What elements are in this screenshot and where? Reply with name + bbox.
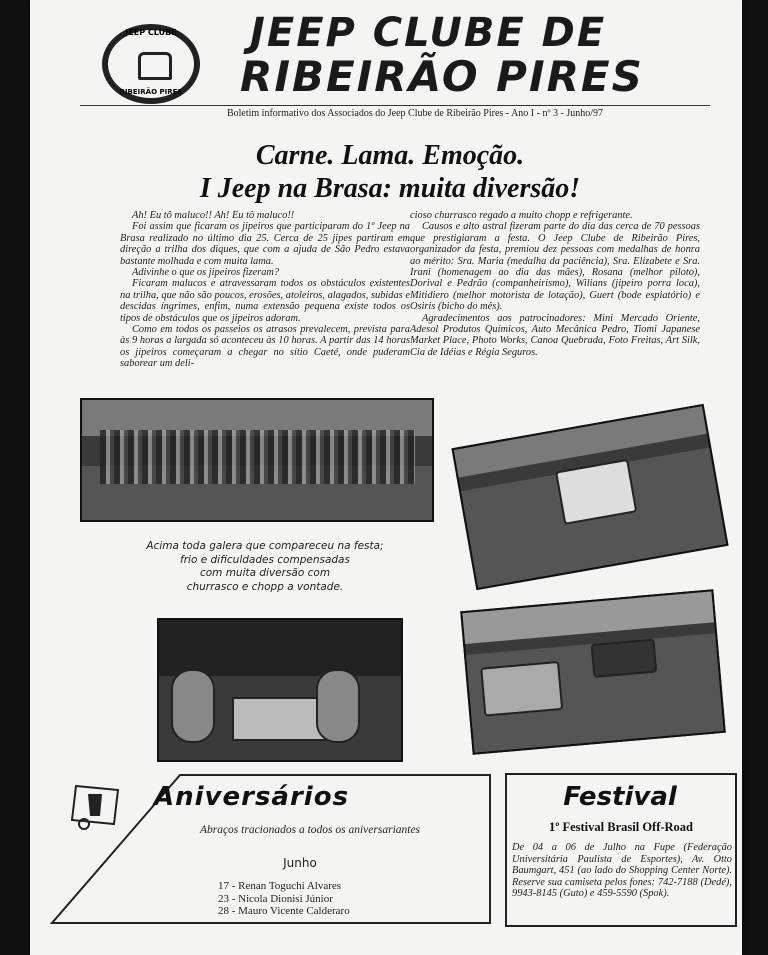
- jeep-icon: [138, 52, 172, 80]
- article-paragraph: Como em todos os passeios os atrasos prevalecem, prevista para às 9 horas a largada só aconteceu às 10 horas. A partir das 14 horas os jipeiros começaram a chegar no sítio Caeté, onde puderam saborear um deli-: [120, 324, 410, 370]
- list-item: 23 - Nicola Dionisi Júnior: [218, 892, 333, 905]
- masthead-title-line1: JEEP CLUBE DE: [250, 10, 607, 56]
- article-paragraph: Agradecimentos aos patrocinadores: Mini Mercado Oriente, Adesol Produtos Químicos, Auto Mecânica Pedro, Tiomi Japanese Market Place, Photo Works, Canoa Quebrada, Foto Freitas, Art Silk, Cia de Idéias e Régia Seguros.: [410, 312, 700, 358]
- masthead-subtitle: Boletim informativo dos Associados do Jeep Clube de Ribeirão Pires - Ano I - nº 3 - Junho/97: [226, 108, 604, 119]
- article-paragraph: Ah! Eu tô maluco!! Ah! Eu tô maluco!!: [132, 210, 295, 221]
- article-paragraph: cioso churrasco regado a muito chopp e refrigerante.: [410, 210, 633, 221]
- article-column-2: [410, 210, 700, 358]
- photo-jeeps-field: [460, 589, 726, 755]
- logo-top-text: JEEP CLUBE: [125, 28, 177, 37]
- article-paragraph: Foi assim que ficaram os jipeiros que participaram do 1º Jeep na Brasa realizado no último dia 25. Cerca de 25 jipes partiram em direção a trilha dos diques, que com a ajuda de São Pedro estava bastante molhada e com muita lama.: [120, 221, 410, 267]
- article-paragraph: Causos e alto astral fizeram parte do dia das cerca de 70 pessoas que prestigiaram a festa. O Jeep Clube de Ribeirão Pires, organizador da festa, premiou dez pessoas com medalhas de honra ao mérito: Sra. Maria (medalha da paciência), Sra. Elizabete e Sra. Irani (homenagem ao dia das mães), Rosana (melhor piloto), Dorival e Pedrão (companheirismo), Wilians (jipeiro porra loca), Mitidiero (melhor motorista de lotação), Guert (bode espiatório) e Osiris (bicho do mês).: [410, 221, 700, 313]
- list-item: 28 - Mauro Vicente Calderaro: [218, 905, 350, 917]
- headline-line1: Carne. Lama. Emoção.: [255, 140, 525, 171]
- jeep-badge-icon: [66, 780, 126, 832]
- article-paragraph: Adivinhe o que os jipeiros fizeram?: [132, 267, 280, 279]
- aniversarios-title: Aniversários: [154, 782, 350, 812]
- aniversarios-subtitle: Abraços tracionados a todos os aniversariantes: [199, 824, 421, 836]
- article-column-1: [120, 210, 410, 370]
- aniversarios-month: Junho: [283, 856, 317, 870]
- aniversarios-list: [218, 880, 458, 918]
- list-item: 17 - Renan Toguchi Alvares: [218, 880, 342, 892]
- photo-caption: Acima toda galera que compareceu na festa; frio e dificuldades compensadas com muita diversão com churrasco e chopp a vontade.: [146, 540, 384, 593]
- photo-group: [80, 398, 434, 522]
- club-logo: [102, 24, 200, 104]
- article-paragraph: Ficaram malucos e atravessaram todos os obstáculos existentes na trilha, que não são poucos, erosões, atoleiros, alagados, subidas e descidas íngrimes, enfim, numa extensão pequena existe todos os tipos de obstáculos que os jipeiros adoram.: [120, 278, 410, 324]
- logo-bottom-text: RIBEIRÃO PIRES: [119, 88, 183, 96]
- festival-title: Festival: [563, 782, 677, 812]
- headline-line2: I Jeep na Brasa: muita diversão!: [199, 173, 581, 204]
- masthead-title-line2: RIBEIRÃO PIRES: [240, 52, 644, 101]
- festival-subtitle: 1º Festival Brasil Off-Road: [548, 820, 694, 834]
- photo-table: [157, 618, 403, 762]
- festival-body: De 04 a 06 de Julho na Fupe (Federação Universitária Paulista de Esportes), Av. Otto Baumgart, 451 (ao lado do Shopping Center Norte). Reserve sua camiseta pelos fones: 742-7188 (Dedé), 9943-8145 (Guto) e 459-5590 (Spok).: [512, 842, 732, 900]
